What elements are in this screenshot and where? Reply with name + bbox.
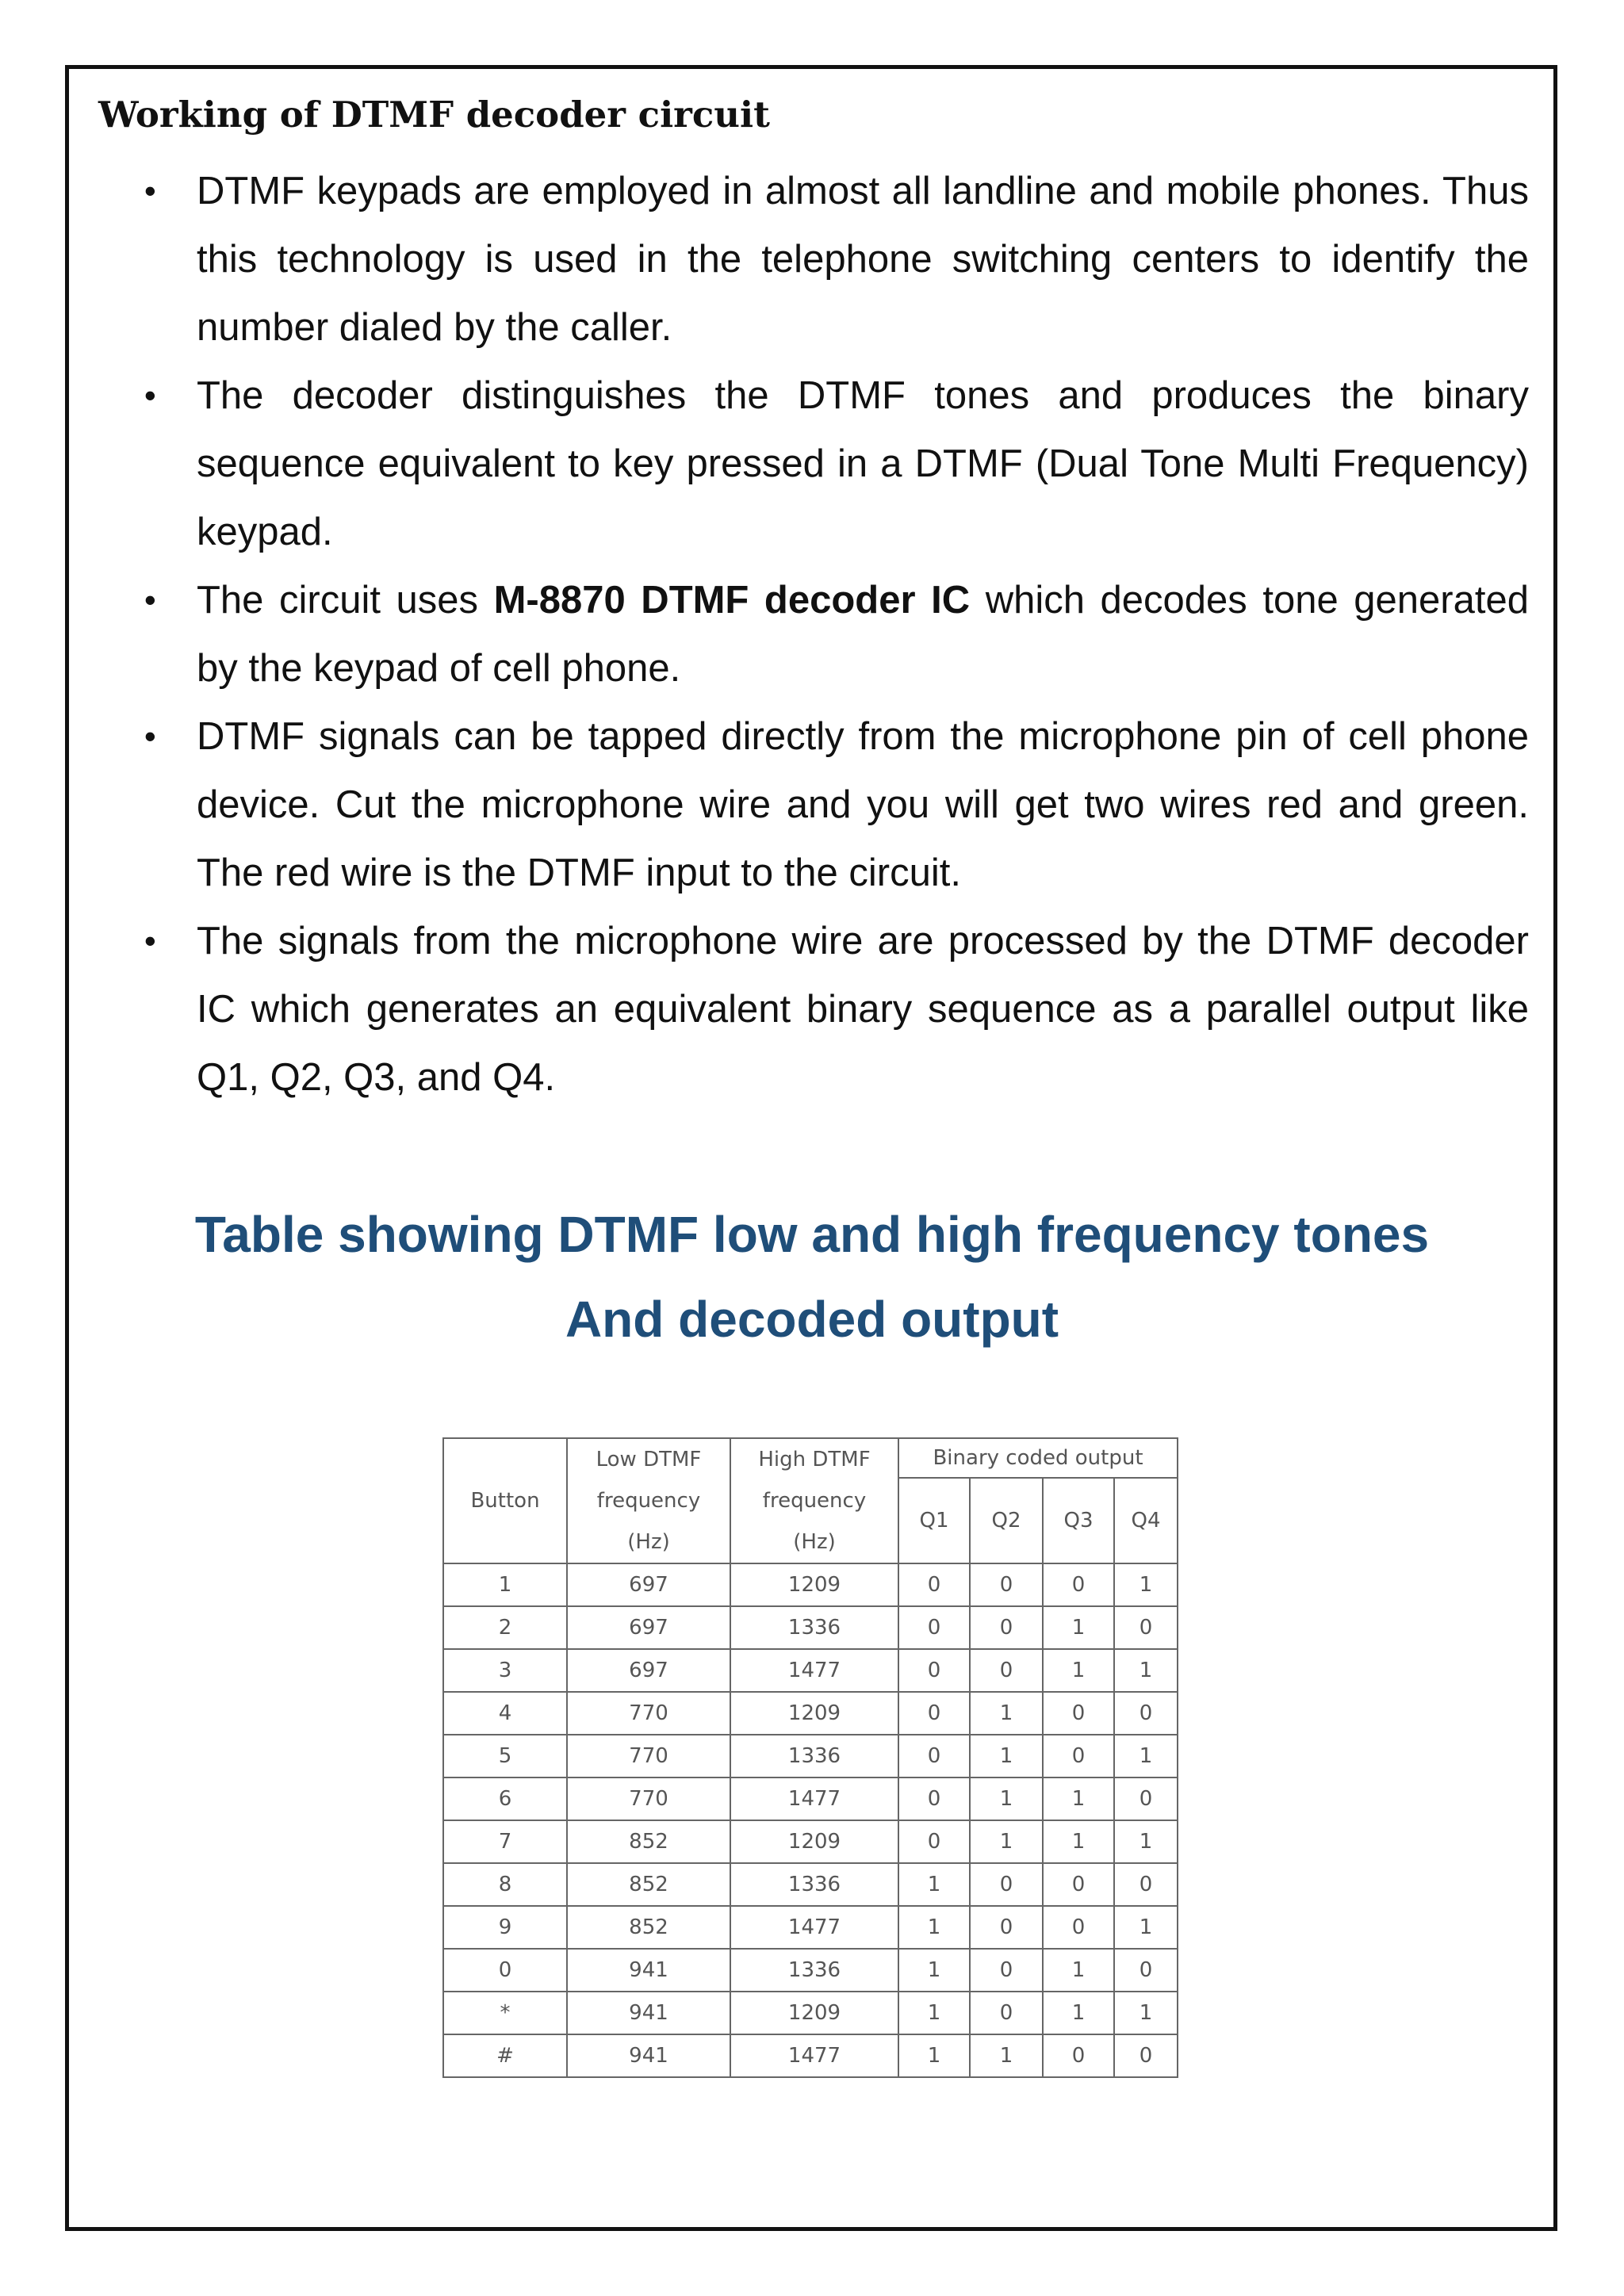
ic-name: M-8870 DTMF decoder IC [493,579,971,622]
header-binary-output: Binary coded output [898,1438,1178,1478]
cell-high-frequency: 1209 [730,1992,898,2034]
cell-button: 1 [443,1563,567,1606]
table-row [443,1992,1178,2034]
cell-q2: 0 [970,1863,1043,1906]
header-low-line: (Hz) [627,1530,670,1554]
table-row [443,1692,1178,1735]
cell-q4: 1 [1114,1649,1178,1692]
header-high-line: frequency [762,1489,867,1513]
header-low-line: frequency [596,1489,701,1513]
header-high-frequency [730,1438,898,1563]
bullet-item [144,362,1529,566]
cell-high-frequency: 1477 [730,1777,898,1820]
cell-low-frequency: 941 [567,2034,730,2077]
cell-button: 5 [443,1735,567,1777]
cell-button: 3 [443,1649,567,1692]
cell-low-frequency: 852 [567,1906,730,1949]
table-row [443,1777,1178,1820]
bullet-dot-icon: • [144,581,156,618]
cell-q1: 0 [898,1777,970,1820]
cell-high-frequency: 1336 [730,1863,898,1906]
table-row [443,2034,1178,2077]
cell-high-frequency: 1209 [730,1563,898,1606]
bullet-dot-icon: • [144,718,156,755]
header-high-line: (Hz) [793,1530,836,1554]
cell-button: 4 [443,1692,567,1735]
cell-low-frequency: 770 [567,1735,730,1777]
cell-q4: 1 [1114,1563,1178,1606]
header-q4: Q4 [1114,1478,1178,1563]
bullet-text: DTMF signals can be tapped directly from the microphone pin of cell phone device. Cut the microphone wire and you will get two wires red and green. The red wire is the DTMF input to the circuit. [197,715,1529,894]
cell-q3: 0 [1043,1692,1114,1735]
bullet-dot-icon: • [144,172,156,209]
header-high-line: High DTMF [758,1448,871,1471]
cell-q3: 0 [1043,2034,1114,2077]
bullet-item [144,702,1529,907]
bullet-text: The decoder distinguishes the DTMF tones and produces the binary sequence equivalent to key pressed in a DTMF (Dual Tone Multi Frequency) keypad. [197,374,1529,553]
bullet-list [144,157,1529,1112]
table-row [443,1606,1178,1649]
bullet-item [144,566,1529,702]
table-row [443,1563,1178,1606]
cell-q2: 1 [970,2034,1043,2077]
table-row [443,1863,1178,1906]
cell-q4: 0 [1114,2034,1178,2077]
cell-button: 8 [443,1863,567,1906]
cell-q2: 0 [970,1563,1043,1606]
cell-high-frequency: 1477 [730,2034,898,2077]
table-row [443,1949,1178,1992]
cell-high-frequency: 1209 [730,1692,898,1735]
cell-q3: 1 [1043,1777,1114,1820]
cell-q3: 0 [1043,1906,1114,1949]
cell-low-frequency: 941 [567,1992,730,2034]
cell-q4: 1 [1114,1735,1178,1777]
cell-q2: 1 [970,1820,1043,1863]
cell-q4: 1 [1114,1820,1178,1863]
header-low-frequency [567,1438,730,1563]
cell-q3: 1 [1043,1606,1114,1649]
cell-button: 2 [443,1606,567,1649]
bullet-text: The signals from the microphone wire are processed by the DTMF decoder IC which generates an equivalent binary sequence as a parallel output like Q1, Q2, Q3, and Q4. [197,920,1529,1099]
bullet-text: DTMF keypads are employed in almost all landline and mobile phones. Thus this technology is used in the telephone switching centers to identify the number dialed by the caller. [197,170,1529,349]
cell-q1: 0 [898,1692,970,1735]
header-q1: Q1 [898,1478,970,1563]
header-q2: Q2 [970,1478,1043,1563]
cell-q1: 1 [898,1863,970,1906]
cell-low-frequency: 697 [567,1563,730,1606]
cell-high-frequency: 1209 [730,1820,898,1863]
cell-q3: 1 [1043,1649,1114,1692]
bullet-text: which decodes tone generated by the keypad of cell phone. [197,579,1529,690]
cell-high-frequency: 1477 [730,1906,898,1949]
cell-q2: 1 [970,1777,1043,1820]
cell-q1: 0 [898,1649,970,1692]
cell-low-frequency: 941 [567,1949,730,1992]
cell-button: * [443,1992,567,2034]
header-button: Button [443,1438,567,1563]
cell-q4: 0 [1114,1949,1178,1992]
cell-q4: 0 [1114,1692,1178,1735]
cell-q1: 1 [898,1906,970,1949]
cell-button: # [443,2034,567,2077]
cell-q2: 0 [970,1949,1043,1992]
cell-q4: 0 [1114,1606,1178,1649]
cell-q1: 1 [898,2034,970,2077]
cell-q1: 1 [898,1992,970,2034]
cell-q2: 0 [970,1649,1043,1692]
table-title-line2: And decoded output [565,1291,1059,1348]
cell-q2: 1 [970,1735,1043,1777]
cell-q1: 0 [898,1820,970,1863]
cell-low-frequency: 852 [567,1820,730,1863]
cell-q3: 1 [1043,1992,1114,2034]
cell-button: 0 [443,1949,567,1992]
cell-q4: 0 [1114,1777,1178,1820]
table-title-line1: Table showing DTMF low and high frequency tones [194,1206,1430,1263]
cell-q1: 0 [898,1606,970,1649]
cell-q2: 1 [970,1692,1043,1735]
dtmf-table [442,1437,1178,2078]
cell-q2: 0 [970,1606,1043,1649]
cell-q1: 0 [898,1735,970,1777]
cell-q3: 1 [1043,1949,1114,1992]
bullet-dot-icon: • [144,922,156,959]
cell-high-frequency: 1336 [730,1606,898,1649]
table-row [443,1820,1178,1863]
header-q3: Q3 [1043,1478,1114,1563]
cell-q3: 0 [1043,1735,1114,1777]
bullet-text: The circuit uses [197,579,494,622]
cell-q4: 1 [1114,1992,1178,2034]
table-row [443,1906,1178,1949]
cell-q2: 0 [970,1992,1043,2034]
cell-q3: 0 [1043,1863,1114,1906]
cell-low-frequency: 697 [567,1606,730,1649]
cell-q4: 0 [1114,1863,1178,1906]
bullet-item [144,157,1529,362]
bullet-dot-icon: • [144,377,156,414]
cell-button: 7 [443,1820,567,1863]
cell-q3: 0 [1043,1563,1114,1606]
section-heading: Working of DTMF decoder circuit [98,94,770,136]
bullet-item [144,907,1529,1112]
cell-low-frequency: 852 [567,1863,730,1906]
header-low-line: Low DTMF [596,1448,702,1471]
dtmf-table-body [443,1563,1178,2077]
cell-low-frequency: 770 [567,1692,730,1735]
cell-high-frequency: 1477 [730,1649,898,1692]
cell-q4: 1 [1114,1906,1178,1949]
cell-high-frequency: 1336 [730,1735,898,1777]
cell-button: 6 [443,1777,567,1820]
table-row [443,1735,1178,1777]
cell-high-frequency: 1336 [730,1949,898,1992]
cell-low-frequency: 770 [567,1777,730,1820]
cell-q2: 0 [970,1906,1043,1949]
cell-q1: 1 [898,1949,970,1992]
cell-q1: 0 [898,1563,970,1606]
cell-low-frequency: 697 [567,1649,730,1692]
cell-q3: 1 [1043,1820,1114,1863]
cell-button: 9 [443,1906,567,1949]
table-row [443,1649,1178,1692]
